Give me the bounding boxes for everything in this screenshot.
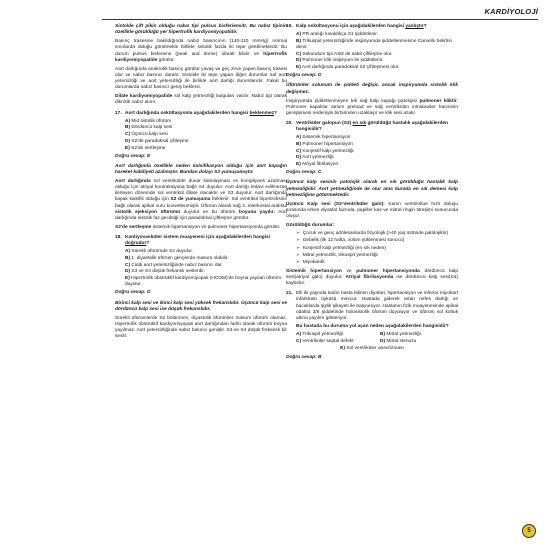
option-c: C) Ciddi aort yetersizliğinde nabız basıncı dar. [125, 262, 223, 268]
explanation-17-s2: S2'de sertleşme sistemik hipertansiyon ve pulmoner hipertansiyonda görülür. [115, 224, 281, 230]
list-item: ➢ Çocuk ve genç adölesanlarda fizyolojik (>40 yaş üstünde patolojiktir) [296, 230, 458, 237]
question-18-options [125, 249, 287, 288]
explanation-19-bold: Üfürümler solunum ile şiddeti değişir, ancak inspiryumda sistolik klik değişmez. [286, 83, 458, 95]
list-item: ➢ Miyokardit [296, 259, 458, 266]
list-item: ➢ Gebelik (ilk 12 hafta, volüm yüklenmesi sonucu) [296, 237, 458, 244]
option-a: A) Trikuspit yetmezliği [296, 332, 343, 337]
option-e: E) Hipertrofik obstrüktif kardiyomiyopati (HCOM)'de boyna yayılan üfürüm duyulur. [125, 276, 282, 288]
question-20: 20. Ventriküler galopun (S3) en sık görüldüğü hastalık aşağıdakilerden hangisidir? [286, 121, 448, 133]
option-c: C) Konjestif kalp yetmezliği [296, 148, 354, 154]
right-column [286, 24, 458, 365]
answer-17: Doğru cevap: E [115, 153, 151, 159]
answer-21: Doğru cevap: B [286, 354, 322, 360]
explanation-17: Aort darlığında sol ventrikülde duvar kalınlaşması ve kompliyans azalması olduğu için atriyal kontraksiyona bağlı S4 duyulur. Aort darlığı tedavi edilmezse ilerleyen dönemde sol ventrikül dilate olacaktır ve S3 duyulur. Aort darlığında kapak kalsifik olduğu için S2 de yumuşama beklenir. Sol ventrikül hipertrofisine bağlı olarak apikal vuru kuvvetlenmiştir. Üfürüm olarak sağ 2. interkostal aralıkta sistolik ejeksiyon üfürümü duyulur ve bu üfürüm boyuna yayılır. Aort darlığında sistolik faz geciktiği için paradoksal çiftleşme görülür. [115, 179, 288, 221]
option-b: B) Mitral yetmezliği [380, 332, 421, 337]
option-a: A) Sürekli üfürümde S2 duyulur. [125, 249, 193, 255]
option-a: A) PR aralığı kısaldıkça S1 şiddetlenir. [296, 32, 378, 38]
list-item: ➢ Mitral yetmezlik, trikuspit yetmezliği [296, 252, 458, 259]
option-d: D) S2'de paradoksal çiftleşme [125, 138, 189, 144]
option-e: E) S2'de sertleşme [125, 145, 166, 151]
option-b: B) Trikuspid yetersizliğinde inspiryumda şiddetlenmesine Carvello belirtisi denir. [296, 38, 452, 50]
answer-20: Doğru cevap: C [286, 170, 322, 176]
option-b: B) Dördüncü kalp sesi [125, 125, 173, 131]
option-a: A) Sistemik hipertansiyon [296, 135, 351, 141]
question-21: 21. Elli iki yaşında kadın hasta bilinen diyabet, hipertansiyon ve inferior miyokart infarktüsü öyküsü mevcut. Hastada giderek artan nefes darlığı ve bacaklarda şişlik şikayeti ile başvuruyor. Hastanın fizik muayenesinde apikal odakta 3/6 şiddetinde holosistolik üfürüm duyuluyor ve üfürüm sol koltuk altına yayılım gösteriyor. [286, 291, 458, 321]
question-19: 19. Kalp oskültasyonu için aşağıdakilerden hangisi yanlıştır? [286, 24, 427, 29]
question-17: 17. Aort darlığında oskültasyonla aşağıdakilerden hangisi beklenmez? [115, 110, 277, 116]
option-d: D) Mitral stenozu [380, 338, 417, 344]
option-e: E) Atriyal fibrilasyon [296, 162, 339, 168]
conditions-list [296, 230, 458, 266]
list-item: ➢ Konjestif kalp yetmezliği (en sık neden) [296, 245, 458, 252]
paragraph-pulse: Basınç trasesine bakıldığında nabız basıncının (140-110 mmHg) normal sınırlarda olduğu görülmekle birlikte sistolik fazda iki tepe görülmektedir. Bu durum pulsus bisferiens (peak and dome) olarak bilinir ve hipertrofik kardiyomiyopatide görülür. [115, 39, 287, 63]
explanation-18: Sürekli üfürümlerde S2 bölünmez, diyastolik üfürümler masum üfürüm olamaz. Hipertrofik obstrüktif kardiyomiyopati aort darlığından farklı olarak üfürüm boyna yayılmaz. Aort yetersizliğinde nabız basıncı genişlir. S3 ve S4 düşük frekanslı bir seslir. [115, 315, 287, 340]
option-e: E) Aort darlığında paradoksal S2 çiftleşmesi olur. [296, 65, 400, 71]
explanation-20-s3: Üçüncü Kalp sesi (S3-Ventriküler galo): Kanın ventrikülue hızlı doluşu sırasında erken diyastol fazında, papiller kas ve mitral ringin titreşimi sonucunda oluşur. [286, 201, 458, 219]
option-d: D) Aort yetmezliği [296, 155, 334, 161]
explanation-19: İnspiryumda şiddetlenmeyen tek sağ kalp kapağı patolojisi pulmoner kliktir. Pulmoner kapaklar atrium preload ve sağ ventrikülün intrakaviter hacminin genişlemesi nedeniyle birbirinden uzaklaşır ve klik sesi azalır. [286, 98, 458, 116]
explanation-17-bold: Aort darlığında özellikle neden kalsifikasyon olduğu için aort kapağın hareket kabiliyeti azalmıştır. Bundan dolayı S2 yumuşamıştır. [115, 163, 287, 175]
option-b: B) Pulmoner hipertansiyon [296, 141, 353, 147]
option-b: B) 1. diyastolik üfürüm gençlerde masum olabilir. [125, 255, 229, 261]
subheading-conditions: Görüldüğü durumlar: [286, 223, 335, 229]
answer-19: Doğru cevap: D [286, 73, 322, 79]
paragraph-aortic: Aort darlığında anakrotik basınç görülür yavaş ve geç zirve yapan basınç trasesi olur ve nabız basıncı daralır. Sistolde iki tepe yapan diğer durumlar saf aort yetersizliği ve aort yetersizliği ile birlikte aort darlığı durumlarıdır. Fakat bu durumlarda nabız basıncı geniş beklenir. [115, 66, 287, 91]
paragraph-dcm: Dilate kardiyomiyopatide sol kalp yetmezliği bulguları vardır. Nabız tipi olarak dikrotik nabız alınır. [115, 94, 288, 106]
page-number-badge: 5 [522, 524, 536, 538]
left-column [115, 24, 287, 343]
option-a: A) Mid sistolik üfürüm [125, 118, 172, 124]
header-rule [102, 19, 538, 20]
option-d: D) Pulmoner klik inspiryum ile şiddetlenir. [296, 58, 384, 64]
option-c: C) Üçüncü kalp sesi [125, 132, 168, 138]
option-d: D) S3 ve S4 düşük frekanslı seslerdir. [125, 269, 205, 275]
explanation-18-bold: Birinci kalp sesi ve ikinci kalp sesi yüksek frekanslıdır. Üçüncü kalp sesi ve dördüncü kalp sesi ise düşük frekanslıdır. [115, 300, 287, 312]
intro-paragraph: Sistolde çift pikin olduğu nabız tipi pulsus bisferiensitr. Bu nabız tipinin özellikle görüldüğü yer hipertrofik kardiyomiyopatidir. [115, 24, 287, 36]
option-c: C) Ventriküler septal defekt [296, 338, 354, 344]
answer-18: Doğru cevap: D [115, 290, 151, 296]
explanation-20-bold: Üçüncü kalp sesinin patolojik olarak en sık görüldüğü hastalık kalp yetmezliğidir. Aort yetmezliğinde de olur ama burada en sık demesi kalp yetmezliğine götürmektedir. [286, 180, 458, 198]
option-c: C) Sekundum tipi ASD de sabit çiftleşme olur. [296, 51, 393, 57]
question-18: 18. Kantiyovasküler sistem muayenesi için aşağıdakilerden hangisi doğrudur? [115, 235, 271, 247]
question-21-options [296, 332, 458, 345]
option-e: E) Sol ventriküler anevrizması [340, 346, 404, 352]
question-20-options [296, 135, 458, 168]
question-17-options [125, 119, 287, 152]
explanation-20-s4: Sistemik hipertansiyon ve pulmoner hipertansiyonda dördüncü kalp sesi(atriyal galo) duyulur. Atriyal fibrilasyonda ise dördüncü kalp sesi(S4) kaybolur. [286, 268, 459, 287]
question-19-options [296, 32, 458, 71]
page-header-title: KARDİYOLOJİ [484, 7, 538, 16]
question-21-ask: Bu hastada bu duruma yol açan neden aşağıdakilerden hangisidir? [296, 323, 449, 329]
